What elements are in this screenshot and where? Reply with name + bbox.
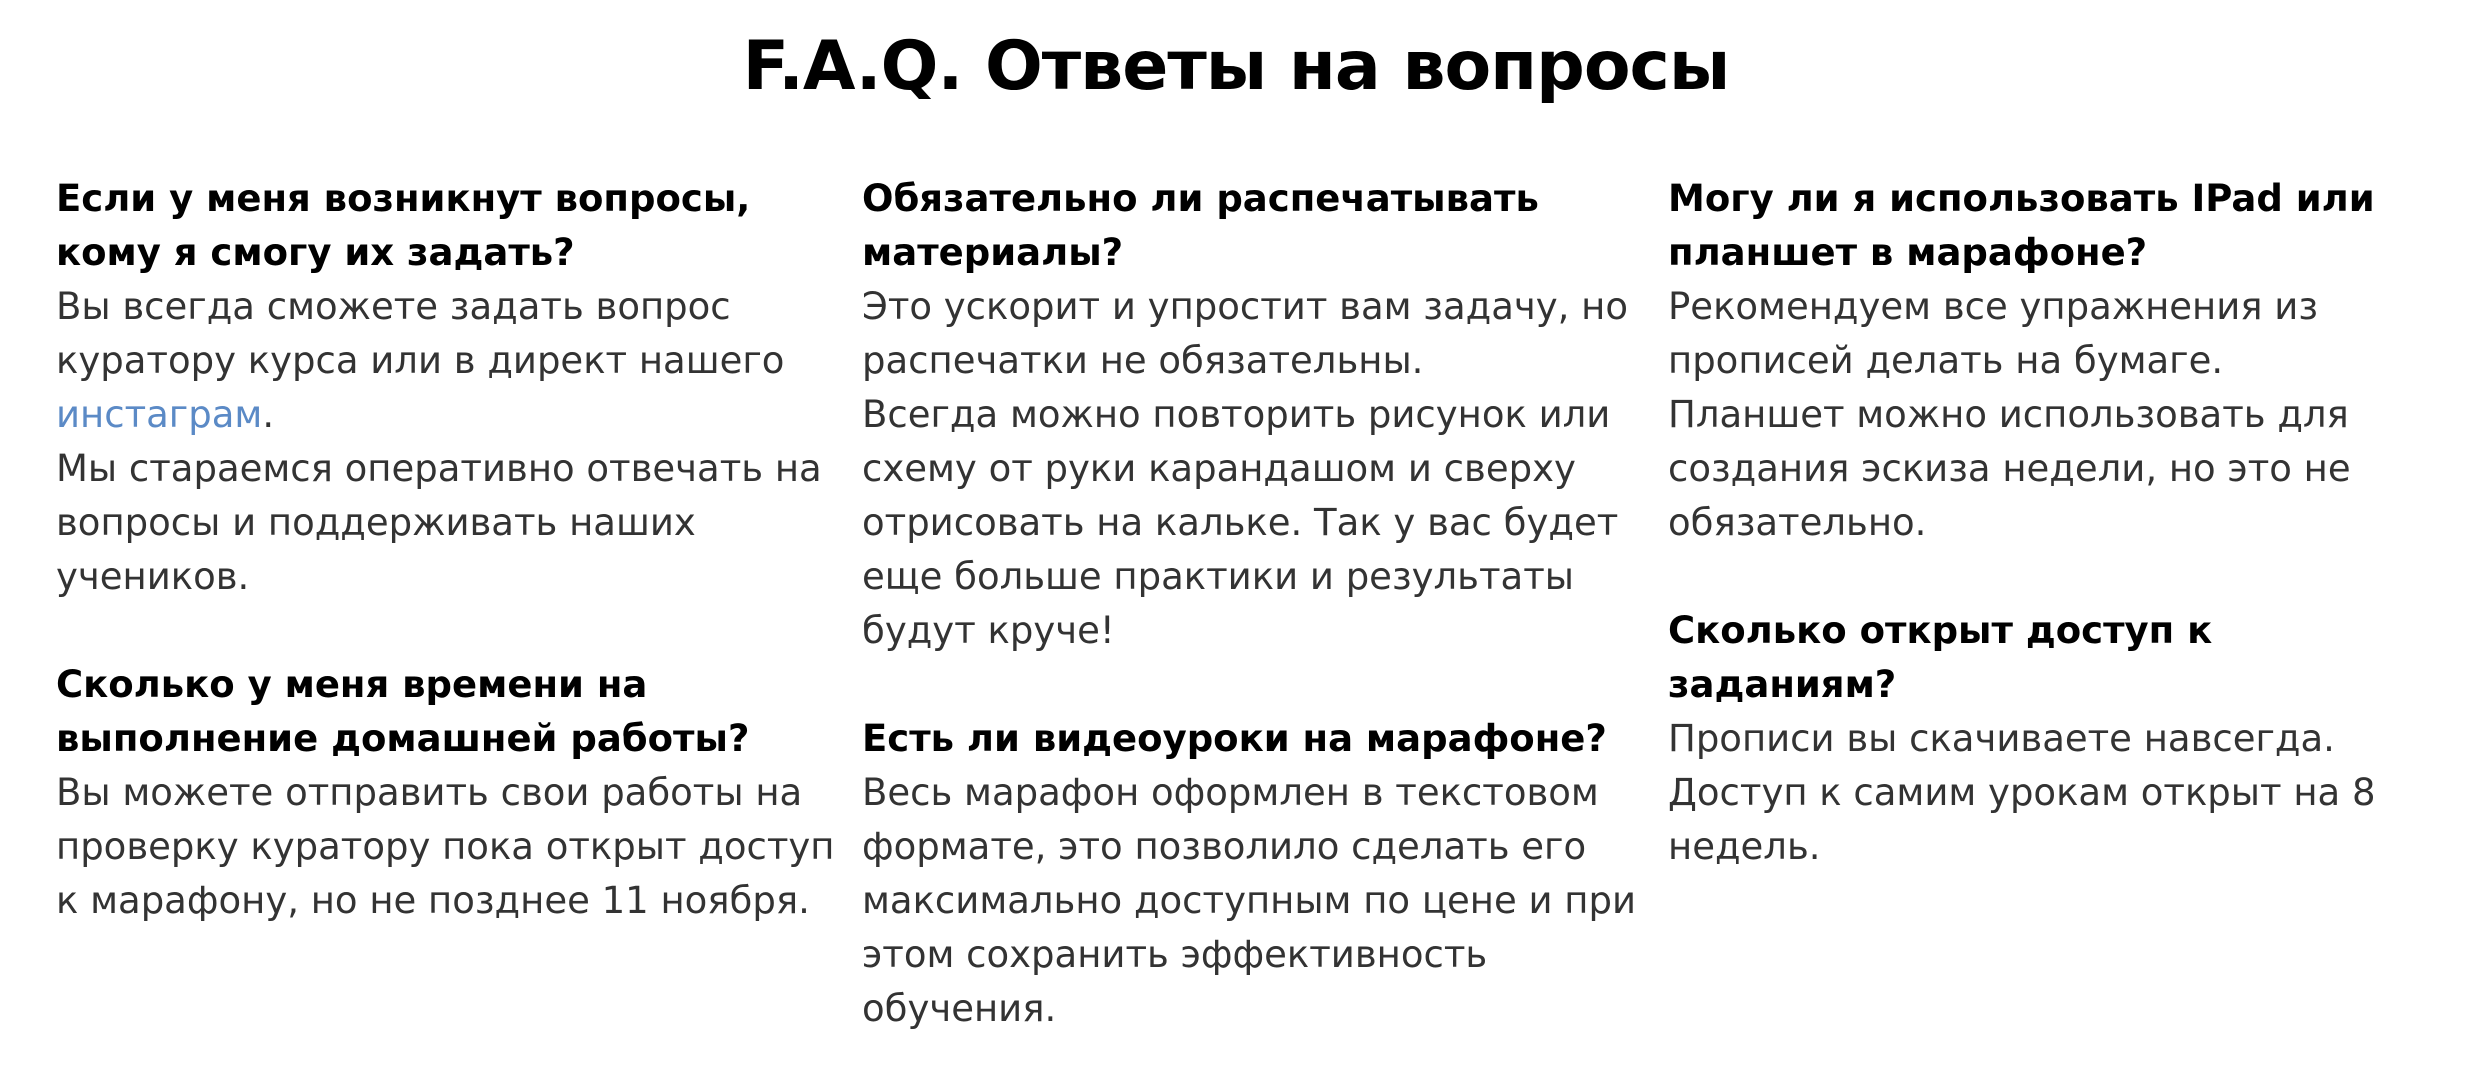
faq-item	[1668, 172, 2448, 550]
faq-item	[862, 172, 1642, 658]
faq-answer	[56, 280, 836, 604]
faq-answer-paragraph: Рекомендуем все упражнения из прописей делать на бумаге.	[1668, 285, 2319, 382]
faq-question: Если у меня возникнут вопросы, кому я смогу их задать?	[56, 177, 751, 274]
faq-item	[1668, 604, 2448, 874]
faq-item	[56, 172, 836, 604]
faq-answer	[1668, 280, 2448, 550]
faq-answer-text: Вы всегда сможете задать вопрос куратору курса или в директ нашего	[56, 285, 785, 382]
faq-question: Есть ли видеоуроки на марафоне?	[862, 717, 1607, 760]
faq-question: Обязательно ли распечатывать материалы?	[862, 177, 1539, 274]
faq-answer-paragraph: Прописи вы скачиваете навсегда. Доступ к самим урокам открыт на 8 недель.	[1668, 717, 2376, 868]
faq-answer-paragraph: Это ускорит и упростит вам задачу, но распечатки не обязательны.	[862, 285, 1628, 382]
faq-column-1	[56, 172, 836, 982]
faq-answer-paragraph: Планшет можно использовать для создания эскиза недели, но это не обязательно.	[1668, 393, 2351, 544]
faq-answer	[862, 766, 1642, 1036]
faq-column-2	[862, 172, 1642, 1090]
faq-item	[56, 658, 836, 928]
faq-answer-paragraph	[56, 280, 836, 442]
faq-question: Могу ли я использовать IPad или планшет в марафоне?	[1668, 177, 2375, 274]
faq-answer	[56, 766, 836, 928]
faq-answer-paragraph: Мы стараемся оперативно отвечать на вопросы и поддерживать наших учеников.	[56, 447, 822, 598]
faq-question: Сколько у меня времени на выполнение домашней работы?	[56, 663, 750, 760]
faq-item	[862, 712, 1642, 1036]
faq-answer-text: .	[262, 393, 275, 436]
faq-column-3	[1668, 172, 2448, 928]
faq-answer	[1668, 712, 2448, 874]
faq-answer-paragraph: Весь марафон оформлен в текстовом формате, это позволило сделать его максимально доступным по цене и при этом сохранить эффективность обучения.	[862, 771, 1637, 1030]
instagram-link[interactable]: инстаграм	[56, 393, 263, 436]
faq-question: Сколько открыт доступ к заданиям?	[1668, 609, 2213, 706]
page-title: F.A.Q. Ответы на вопросы	[742, 27, 1730, 106]
faq-answer-paragraph: Всегда можно повторить рисунок или схему от руки карандашом и сверху отрисовать на кальке. Так у вас будет еще больше практики и результаты будут круче!	[862, 393, 1619, 652]
faq-answer-paragraph: Вы можете отправить свои работы на проверку куратору пока открыт доступ к марафону, но не позднее 11 ноября.	[56, 771, 835, 922]
faq-answer	[862, 280, 1642, 658]
